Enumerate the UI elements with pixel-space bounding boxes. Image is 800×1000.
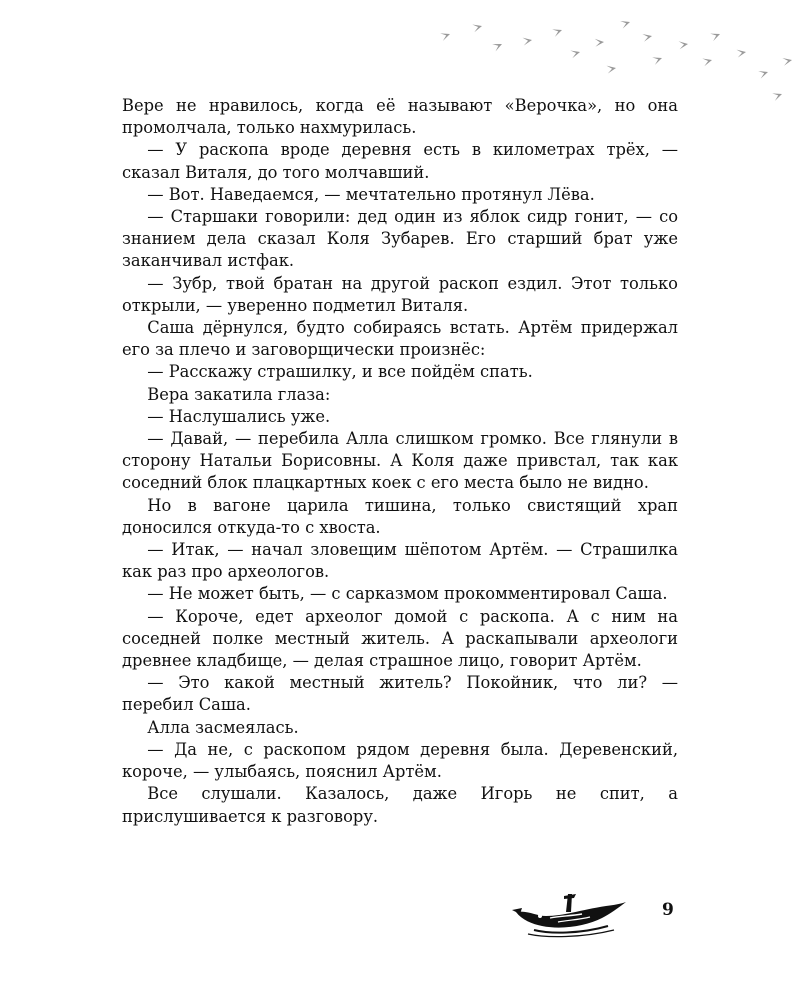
- paragraph: — Расскажу страшилку, и все пойдём спать.: [147, 362, 533, 382]
- paragraph: — У раскопа вроде деревня есть в километрах трёх, — сказал Виталя, до того молчавший.: [122, 140, 678, 182]
- paragraph: — Не может быть, — с сарказмом прокомментировал Саша.: [147, 584, 668, 604]
- paragraph: — Это какой местный житель? Покойник, что ли? — перебил Саша.: [122, 673, 678, 715]
- paragraph: Вера закатила глаза:: [147, 384, 331, 404]
- paragraph: — Зубр, твой братан на другой раскоп ездил. Этот только открыли, — уверенно подметил Виталя.: [122, 273, 678, 315]
- boat-ornament-icon: [510, 886, 630, 940]
- paragraph: — Да не, с раскопом рядом деревня была. Деревенский, короче, — улыбаясь, пояснил Артём.: [122, 739, 678, 782]
- paragraph: Алла засмеялась.: [147, 717, 299, 737]
- page-number: 9: [662, 900, 674, 920]
- paragraph: Вере не нравилось, когда её называют «Верочка», но она промолчала, только нахмурилась.: [122, 96, 678, 138]
- paragraph: — Наслушались уже.: [147, 406, 331, 426]
- paragraph: Но в вагоне царила тишина, только свистящий храп доносился откуда-то с хвоста.: [122, 495, 678, 537]
- paragraph: — Итак, — начал зловещим шёпотом Артём. — Страшилка как раз про археологов.: [122, 540, 678, 582]
- paragraph: Саша дёрнулся, будто собираясь встать. Артём придержал его за плечо и заговорщически произнёс:: [122, 318, 678, 360]
- flying-birds-icon: [420, 0, 800, 110]
- paragraph: — Давай, — перебила Алла слишком громко. Все глянули в сторону Натальи Борисовны. А Коля даже привстал, так как соседний блок плацкартных коек с его места было не видно.: [122, 429, 678, 493]
- paragraph: — Короче, едет археолог домой с раскопа. А с ним на соседней полке местный житель. А раскапывали археологи древнее кладбище, — делая страшное лицо, говорит Артём.: [122, 606, 678, 671]
- paragraph: — Вот. Наведаемся, — мечтательно протянул Лёва.: [147, 184, 595, 204]
- paragraph: Все слушали. Казалось, даже Игорь не спит, а прислушивается к разговору.: [122, 784, 678, 826]
- story-text: [122, 95, 678, 828]
- paragraph: — Старшаки говорили: дед один из яблок сидр гонит, — со знанием дела сказал Коля Зубарев. Его старший брат уже заканчивал истфак.: [122, 207, 678, 271]
